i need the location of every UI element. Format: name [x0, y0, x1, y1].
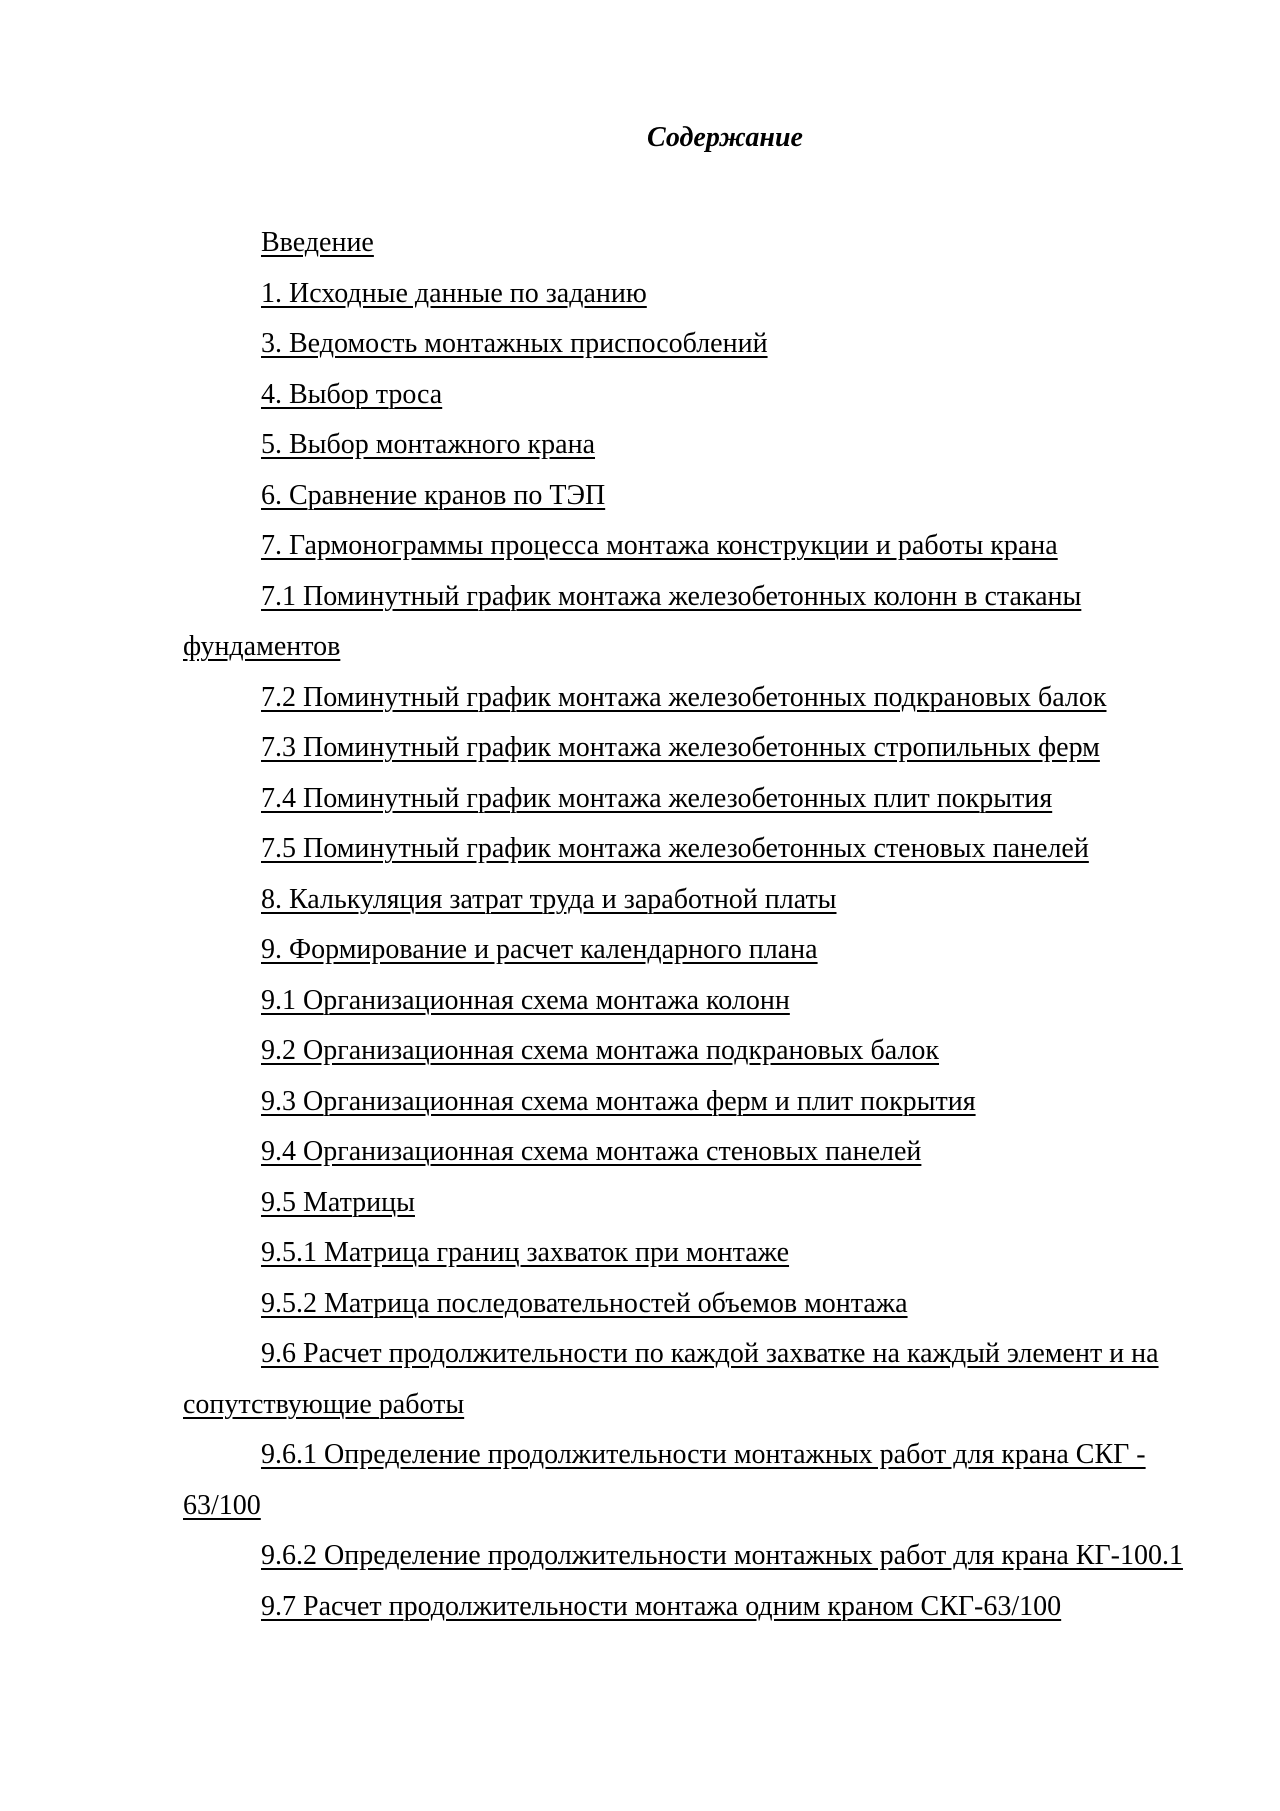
toc-item-9-4[interactable]: [183, 1127, 1183, 1178]
toc-link[interactable]: 9.6 Расчет продолжительности по каждой захватке на каждый элемент и на сопутствующие работы: [183, 1338, 1159, 1420]
toc-link[interactable]: 9.6.1 Определение продолжительности монтажных работ для крана СКГ - 63/100: [183, 1439, 1146, 1521]
toc-item-9[interactable]: [183, 925, 1183, 976]
toc-item-8[interactable]: [183, 875, 1183, 926]
toc-link[interactable]: 7.3 Поминутный график монтажа железобетонных стропильных ферм: [261, 732, 1100, 763]
toc-item-7[interactable]: [183, 521, 1183, 572]
toc-item-4[interactable]: [183, 370, 1183, 421]
toc-item-9-6-1[interactable]: [183, 1430, 1183, 1531]
toc-item-9-2[interactable]: [183, 1026, 1183, 1077]
toc-link[interactable]: 7.2 Поминутный график монтажа железобетонных подкрановых балок: [261, 681, 1107, 713]
toc-item-7-5[interactable]: [183, 824, 1183, 875]
toc-link[interactable]: 7.4 Поминутный график монтажа железобетонных плит покрытия: [261, 782, 1053, 814]
toc-item-9-5[interactable]: [183, 1178, 1183, 1229]
toc-item-1[interactable]: [183, 269, 1183, 320]
toc-link[interactable]: 8. Калькуляция затрат труда и заработной платы: [261, 883, 837, 915]
toc-link[interactable]: 9.3 Организационная схема монтажа ферм и плит покрытия: [261, 1085, 976, 1117]
toc-item-9-1[interactable]: [183, 976, 1183, 1027]
toc-link[interactable]: 9.7 Расчет продолжительности монтажа одним краном СКГ-63/100: [261, 1590, 1062, 1622]
toc-link[interactable]: 6. Сравнение кранов по ТЭП: [261, 479, 606, 511]
toc-link[interactable]: 3. Ведомость монтажных приспособлений: [261, 328, 768, 359]
toc-link[interactable]: 7. Гармонограммы процесса монтажа конструкции и работы крана: [261, 530, 1058, 561]
toc-item-9-7[interactable]: [183, 1582, 1183, 1633]
toc-item-9-5-2[interactable]: [183, 1279, 1183, 1330]
toc-item-7-2[interactable]: [183, 673, 1183, 724]
toc-item-9-5-1[interactable]: [183, 1228, 1183, 1279]
toc-link[interactable]: 9.2 Организационная схема монтажа подкрановых балок: [261, 1035, 940, 1066]
toc-item-9-6[interactable]: [183, 1329, 1183, 1430]
toc-item-9-6-2[interactable]: [183, 1531, 1183, 1582]
toc-link[interactable]: 9.5 Матрицы: [261, 1186, 415, 1218]
toc-link[interactable]: 9.5.1 Матрица границ захваток при монтаже: [261, 1237, 790, 1268]
toc-link[interactable]: 9.6.2 Определение продолжительности монтажных работ для крана КГ-100.1: [261, 1540, 1183, 1571]
toc-item-6[interactable]: [183, 471, 1183, 522]
toc-link[interactable]: 7.1 Поминутный график монтажа железобетонных колонн в стаканы фундаментов: [183, 580, 1082, 662]
toc-item-introduction[interactable]: [183, 218, 1183, 269]
toc-link[interactable]: 9.4 Организационная схема монтажа стеновых панелей: [261, 1136, 922, 1167]
toc-item-9-3[interactable]: [183, 1077, 1183, 1128]
toc-item-3[interactable]: [183, 319, 1183, 370]
toc-item-7-4[interactable]: [183, 774, 1183, 825]
toc-item-5[interactable]: [183, 420, 1183, 471]
toc-link[interactable]: 1. Исходные данные по заданию: [261, 277, 647, 309]
toc-item-7-3[interactable]: [183, 723, 1183, 774]
toc-item-7-1[interactable]: [183, 572, 1183, 673]
page-title: Содержание: [647, 122, 803, 153]
toc-link[interactable]: 9. Формирование и расчет календарного плана: [261, 934, 818, 965]
table-of-contents: [183, 218, 1183, 1632]
toc-link[interactable]: Введение: [261, 227, 374, 258]
toc-link[interactable]: 5. Выбор монтажного крана: [261, 429, 596, 460]
toc-link[interactable]: 9.5.2 Матрица последовательностей объемов монтажа: [261, 1287, 908, 1319]
toc-link[interactable]: 7.5 Поминутный график монтажа железобетонных стеновых панелей: [261, 833, 1089, 864]
toc-link[interactable]: 9.1 Организационная схема монтажа колонн: [261, 984, 790, 1016]
toc-link[interactable]: 4. Выбор троса: [261, 378, 443, 410]
